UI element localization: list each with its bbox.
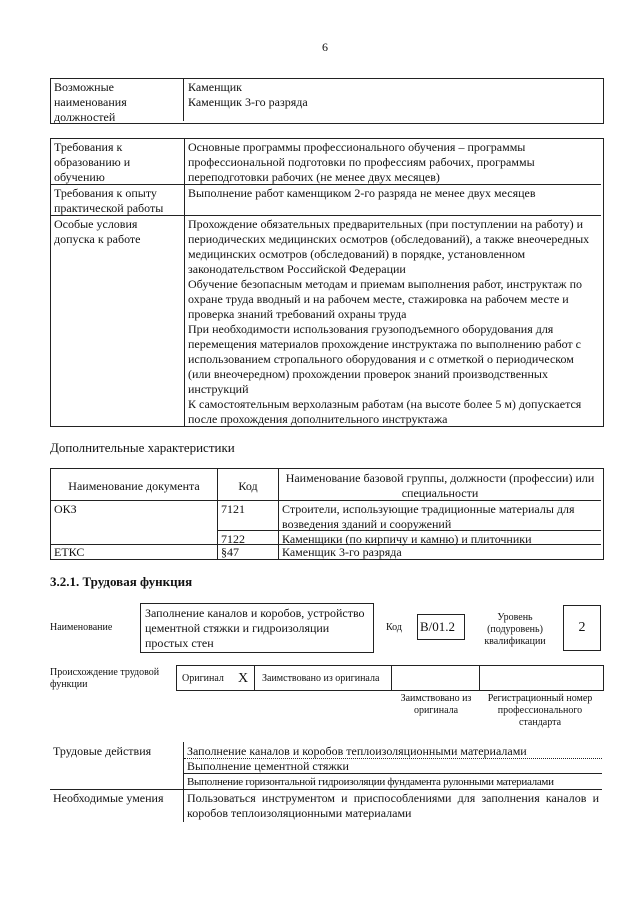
group-name-masons: Каменщики (по кирпичу и камню) и плиточники xyxy=(282,532,532,546)
code-7121: 7121 xyxy=(221,502,245,516)
job-title-item: Каменщик xyxy=(188,80,243,94)
function-name-box xyxy=(140,603,374,653)
name-label: Наименование xyxy=(50,622,113,633)
origin-divider xyxy=(479,666,480,690)
caption-regnum: Регистрационный номер профессионального стандарта xyxy=(487,693,593,728)
section-title: 3.2.1. Трудовая функция xyxy=(50,574,193,589)
function-code-box xyxy=(417,614,465,640)
requirement-value-experience: Выполнение работ каменщиком 2-го разряда не менее двух месяцев xyxy=(188,186,536,200)
level-value: 2 xyxy=(578,620,586,635)
header-group-name: Наименование базовой группы, должности (профессии) или специальности xyxy=(285,471,595,500)
original-label: Оригинал xyxy=(182,673,224,684)
level-label: Уровень (подуровень) квалификации xyxy=(484,612,546,647)
header-document: Наименование документа xyxy=(68,479,200,493)
special-condition-paragraph: К самостоятельным верхолазным работам (на высоте более 5 м) допускается после прохождения дополнительного инструктажа xyxy=(188,397,582,426)
actions-label: Трудовые действия xyxy=(53,744,152,758)
skill-item: Пользоваться инструментом и приспособлениями для заполнения каналов и коробов теплоизоляционными материалами xyxy=(187,791,599,820)
doc-etks: ЕТКС xyxy=(54,545,85,559)
special-condition-paragraph: Прохождение обязательных предварительных (при поступлении на работу) и периодических медицинских осмотров (обследований), а также внеочередных медицинских осмотров (обследований) в порядке, установленном законодательством Российской Федерации xyxy=(188,217,590,276)
action-item: Выполнение цементной стяжки xyxy=(187,759,349,773)
job-title-item: Каменщик 3-го разряда xyxy=(188,95,308,109)
origin-divider xyxy=(254,666,255,690)
page-number: 6 xyxy=(322,40,328,54)
function-code-value: B/01.2 xyxy=(420,619,456,634)
job-titles-values xyxy=(185,79,601,111)
requirement-value-education: Основные программы профессионального обучения – программы профессиональной подготовки по профессиям рабочих, программы переподготовки рабочих (не менее двух месяцев) xyxy=(188,140,535,184)
code-7122: 7122 xyxy=(221,532,245,546)
origin-row xyxy=(176,665,604,691)
origin-divider xyxy=(391,666,392,690)
requirements-table xyxy=(50,138,604,427)
action-item: Выполнение горизонтальной гидроизоляции фундамента рулонными материалами xyxy=(187,776,554,788)
origin-label: Происхождение трудовой функции xyxy=(50,667,160,690)
skills-label: Необходимые умения xyxy=(53,791,164,805)
special-condition-paragraph: При необходимости использования грузоподъемного оборудования для перемещения материалов прохождение инструктажа по выполнению работ с использованием стропального оборудования и с отметкой о периодическом (или внеочередном) прохождении проверок знаний производственных инструкций xyxy=(188,322,581,396)
requirement-value-special xyxy=(185,216,601,428)
function-name-value: Заполнение каналов и коробов, устройство цементной стяжки и гидроизоляции простых стен xyxy=(145,606,365,650)
level-box xyxy=(563,605,601,651)
requirement-label-experience: Требования к опыту практической работы xyxy=(54,186,164,215)
borrowed-label: Заимствовано из оригинала xyxy=(262,673,380,684)
special-condition-paragraph: Обучение безопасным методам и приемам выполнения работ, инструктаж по охране труда вводный и на рабочем месте, стажировка на рабочем месте и проверка знаний требований охраны труда xyxy=(188,277,583,321)
code-label: Код xyxy=(386,622,402,633)
actions-skills-table xyxy=(50,742,602,822)
group-name-builders: Строители, использующие традиционные материалы для возведения зданий и сооружений xyxy=(282,502,575,531)
code-47: §47 xyxy=(221,545,239,559)
job-titles-label: Возможные наименования должностей xyxy=(51,79,184,121)
doc-okz: ОКЗ xyxy=(54,502,77,516)
additional-heading: Дополнительные характеристики xyxy=(50,440,235,455)
group-name-mason-grade3: Каменщик 3-го разряда xyxy=(282,545,402,559)
header-code: Код xyxy=(238,479,258,493)
original-mark: X xyxy=(238,671,249,686)
job-titles-table xyxy=(50,78,604,124)
additional-table xyxy=(50,468,604,560)
action-item: Заполнение каналов и коробов теплоизоляционными материалами xyxy=(187,744,527,758)
requirement-label-special: Особые условия допуска к работе xyxy=(54,217,141,246)
doc-empty xyxy=(51,531,217,533)
requirement-label-education: Требования к образованию и обучению xyxy=(54,140,131,184)
caption-borrowed: Заимствовано из оригинала xyxy=(400,693,472,716)
